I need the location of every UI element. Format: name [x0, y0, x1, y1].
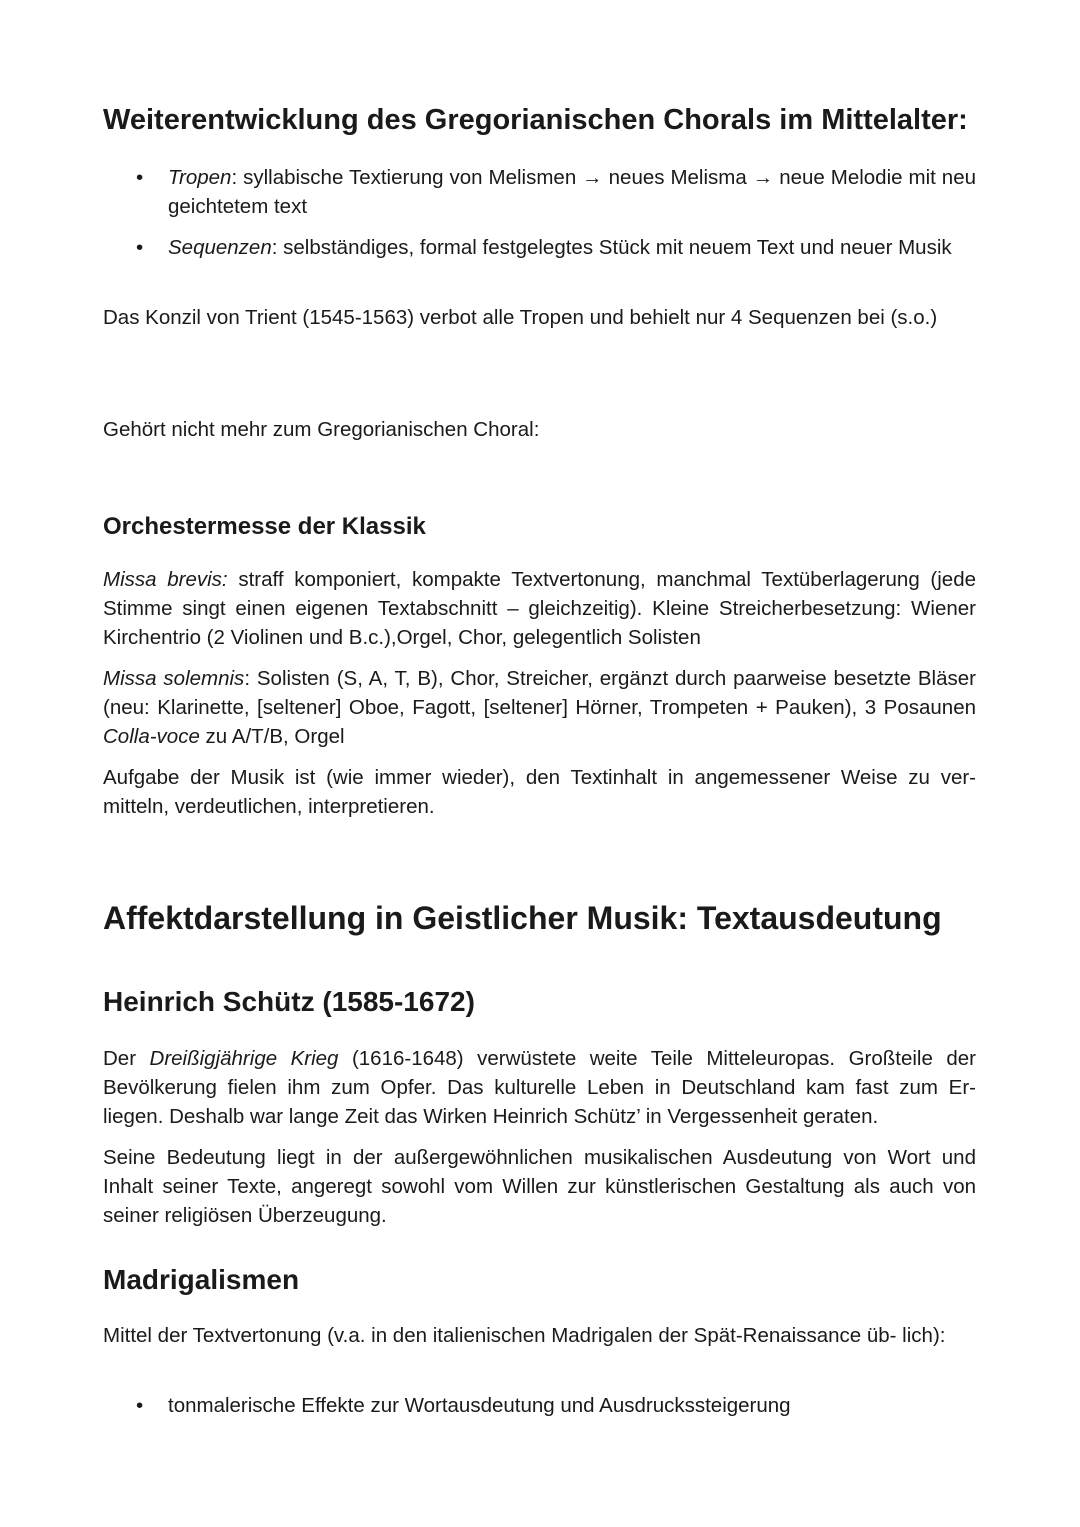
paragraph-madrigal-intro: Mittel der Textvertonung (v.a. in den italienischen Madrigalen der Spät-Renaissance üb- lich): [103, 1324, 946, 1347]
heading-orchestermesse: Orchestermesse der Klassik [103, 513, 426, 540]
sequenzen-text: : selbständiges, formal festgelegtes Stück mit neuem Text und neuer Musik [271, 236, 952, 259]
tropen-text: : syllabische Textierung von Melismen → neues Melisma → neue Melodie mit neu geichtetem text [168, 166, 976, 218]
list-item-tropen [168, 163, 976, 221]
paragraph-dreissigjaehriger-krieg [103, 1044, 976, 1131]
heading-gregorian-development: Weiterentwicklung des Gregorianischen Chorals im Mittelalter: [103, 104, 968, 136]
term-missa-solemnis: Missa solemnis [103, 667, 245, 690]
missa-solemnis-text-b: zu A/T/B, Orgel [199, 725, 345, 748]
bullet-marker: • [136, 1394, 144, 1417]
paragraph-missa-brevis [103, 565, 976, 652]
list-item-tonmalerisch: tonmalerische Effekte zur Wortausdeutung und Ausdruckssteigerung [168, 1394, 791, 1417]
heading-heinrich-schuetz: Heinrich Schütz (1585-1672) [103, 986, 475, 1017]
heading-madrigalismen: Madrigalismen [103, 1264, 300, 1295]
term-sequenzen: Sequenzen [168, 236, 272, 259]
term-colla-voce: Colla-voce [103, 725, 200, 748]
title-affektdarstellung: Affektdarstellung in Geistlicher Musik: Textausdeutung [103, 900, 942, 936]
paragraph-trient: Das Konzil von Trient (1545-1563) verbot alle Tropen und behielt nur 4 Sequenzen bei (s.o.) [103, 306, 938, 329]
p1-text-b: (1616-1648) verwüstete weite Teile Mitteleuropas. Großteile der Bevölkerung fielen ihm zum Opfer. Das kulturelle Leben in Deutschland kam fast zum Er- liegen. Deshalb war lange Zeit das Wirken Heinrich Schütz’ in Vergessenheit geraten. [103, 1047, 976, 1128]
paragraph-missa-solemnis [103, 664, 976, 751]
missa-brevis-text: straff komponiert, kompakte Textvertonung, manchmal Textüberlagerung (jede Stimme singt einen eigenen Textabschnitt – gleichzeitig). Kleine Streicherbesetzung: Wiener Kirchentrio (2 Violinen und B.c.),Orgel, Chor, gelegentlich Solisten [103, 568, 977, 649]
term-tropen: Tropen [168, 166, 232, 189]
paragraph-not-gregorian: Gehört nicht mehr zum Gregorianischen Choral: [103, 418, 540, 441]
term-missa-brevis: Missa brevis: [103, 568, 228, 591]
list-item-sequenzen [168, 233, 976, 262]
paragraph-aufgabe: Aufgabe der Musik ist (wie immer wieder), den Textinhalt in angemessener Weise zu ver- mitteln, verdeutlichen, interpretieren. [103, 766, 976, 818]
missa-solemnis-text-a: : Solisten (S, A, T, B), Chor, Streicher, ergänzt durch paarweise besetzte Bläser (neu: Klarinette, [seltener] Oboe, Fagott, [seltener] Hörner, Trompeten + Pauken), 3 Posaunen [103, 667, 976, 719]
p1-text-a: Der [103, 1047, 150, 1070]
term-dreissigjaehriger-krieg: Dreißigjährige Krieg [149, 1047, 339, 1070]
bullet-marker: • [136, 166, 144, 189]
bullet-marker: • [136, 236, 144, 259]
paragraph-bedeutung: Seine Bedeutung liegt in der außergewöhnlichen musikalischen Ausdeutung von Wort und Inhalt seiner Texte, angeregt sowohl vom Willen zur künstlerischen Gestaltung als auch von seiner religiösen Überzeugung. [103, 1146, 976, 1227]
